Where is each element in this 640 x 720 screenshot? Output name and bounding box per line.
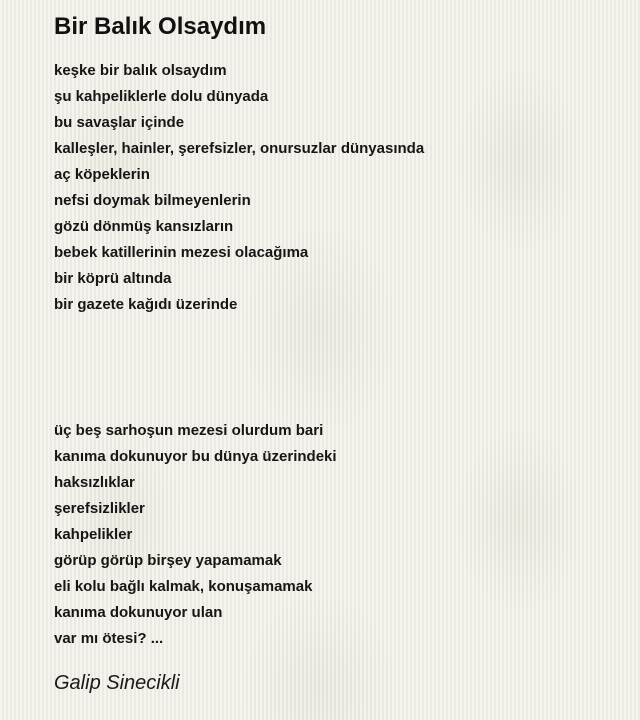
poem-line: kahpelikler — [54, 526, 133, 543]
poem-line: kanıma dokunuyor bu dünya üzerindeki — [54, 448, 337, 465]
poem-line: gözü dönmüş kansızların — [54, 218, 234, 235]
stanza-1 — [54, 58, 624, 318]
poem-line: bebek katillerinin mezesi olacağıma — [54, 244, 309, 261]
poem-container — [54, 0, 624, 696]
poem-line: bir gazete kağıdı üzerinde — [54, 296, 238, 313]
poem-line: üç beş sarhoşun mezesi olurdum bari — [54, 422, 324, 439]
poem-line: görüp görüp birşey yapamamak — [54, 552, 282, 569]
poem-line: nefsi doymak bilmeyenlerin — [54, 192, 251, 209]
poem-line: bir köprü altında — [54, 270, 172, 287]
poem-line: kalleşler, hainler, şerefsizler, onursuzlar dünyasında — [54, 140, 425, 157]
poem-line: bu savaşlar içinde — [54, 114, 185, 131]
poem-line: aç köpeklerin — [54, 166, 150, 183]
poem-line: var mı ötesi? ... — [54, 630, 164, 647]
stanza-2 — [54, 418, 624, 652]
poem-line: eli kolu bağlı kalmak, konuşamamak — [54, 578, 313, 595]
poem-line: kanıma dokunuyor ulan — [54, 604, 223, 621]
poem-line: şerefsizlikler — [54, 500, 145, 517]
poem-author: Galip Sinecikli — [54, 672, 180, 694]
poem-line: şu kahpeliklerle dolu dünyada — [54, 88, 269, 105]
poem-line: keşke bir balık olsaydım — [54, 62, 227, 79]
poem-line: haksızlıklar — [54, 474, 135, 491]
poem-title: Bir Balık Olsaydım — [54, 13, 267, 40]
